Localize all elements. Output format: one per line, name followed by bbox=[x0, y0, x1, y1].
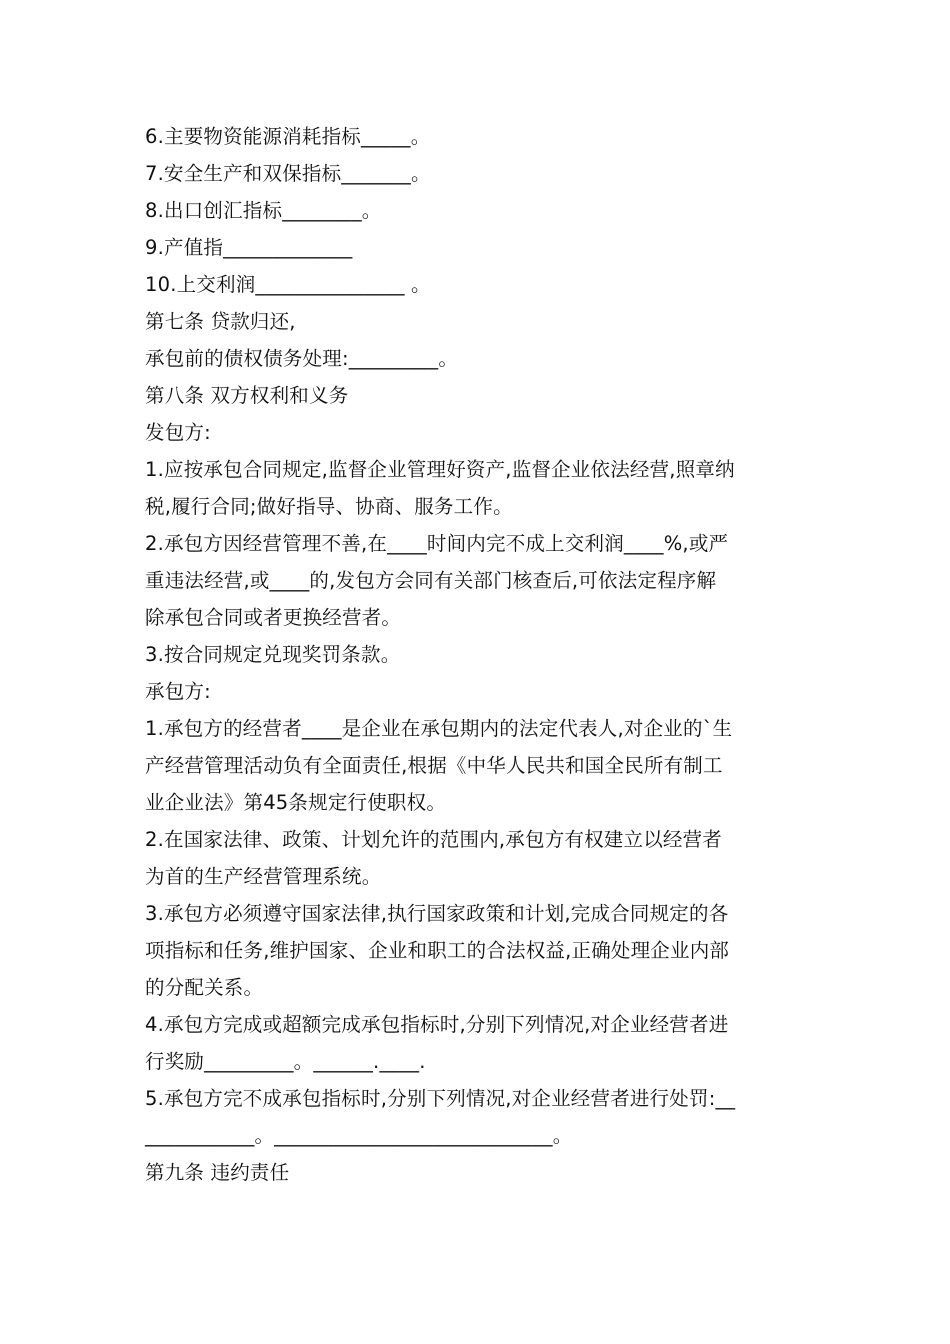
section-label: 发包方: bbox=[145, 421, 211, 444]
text-line: 8.出口创汇指标________。 bbox=[145, 199, 382, 222]
text-line: 业企业法》第45条规定行使职权。 bbox=[145, 791, 447, 814]
text-line: 为首的生产经营管理系统。 bbox=[145, 865, 382, 888]
text-line: 9.产值指_____________ bbox=[145, 236, 353, 259]
text-line: 重违法经营,或____的,发包方会同有关部门核查后,可依法定程序解 bbox=[145, 569, 717, 592]
text-line: 10.上交利润_______________ 。 bbox=[145, 273, 431, 296]
text-line: 1.承包方的经营者____是企业在承包期内的法定代表人,对企业的`生 bbox=[145, 717, 733, 740]
text-line: 2.在国家法律、政策、计划允许的范围内,承包方有权建立以经营者 bbox=[145, 828, 723, 851]
text-line: 1.应按承包合同规定,监督企业管理好资产,监督企业依法经营,照章纳 bbox=[145, 458, 735, 481]
article-heading: 第七条 贷款归还, bbox=[145, 310, 296, 333]
text-line: 除承包合同或者更换经营者。 bbox=[145, 606, 402, 629]
text-line: 6.主要物资能源消耗指标_____。 bbox=[145, 125, 431, 148]
text-line: 项指标和任务,维护国家、企业和职工的合法权益,正确处理企业内部 bbox=[145, 939, 730, 962]
text-line: 承包前的债权债务处理:_________。 bbox=[145, 347, 459, 370]
article-heading: 第八条 双方权利和义务 bbox=[145, 384, 349, 407]
article-heading: 第九条 违约责任 bbox=[145, 1161, 290, 1184]
text-line: 行奖励_________。______.____. bbox=[145, 1050, 426, 1073]
document-page bbox=[145, 118, 810, 1191]
section-label: 承包方: bbox=[145, 680, 211, 703]
text-line: 3.按合同规定兑现奖罚条款。 bbox=[145, 643, 401, 666]
text-line: ___________。____________________________。 bbox=[145, 1124, 573, 1147]
text-line: 4.承包方完成或超额完成承包指标时,分别下列情况,对企业经营者进 bbox=[145, 1013, 729, 1036]
text-line: 7.安全生产和双保指标_______。 bbox=[145, 162, 431, 185]
text-line: 产经营管理活动负有全面责任,根据《中华人民共和国全民所有制工 bbox=[145, 754, 723, 777]
text-line: 5.承包方完不成承包指标时,分别下列情况,对企业经营者进行处罚:__ bbox=[145, 1087, 736, 1110]
text-line: 的分配关系。 bbox=[145, 976, 264, 999]
text-line: 2.承包方因经营管理不善,在____时间内完不成上交利润____%,或严 bbox=[145, 532, 729, 555]
text-line: 3.承包方必须遵守国家法律,执行国家政策和计划,完成合同规定的各 bbox=[145, 902, 729, 925]
text-line: 税,履行合同;做好指导、协商、服务工作。 bbox=[145, 495, 513, 518]
